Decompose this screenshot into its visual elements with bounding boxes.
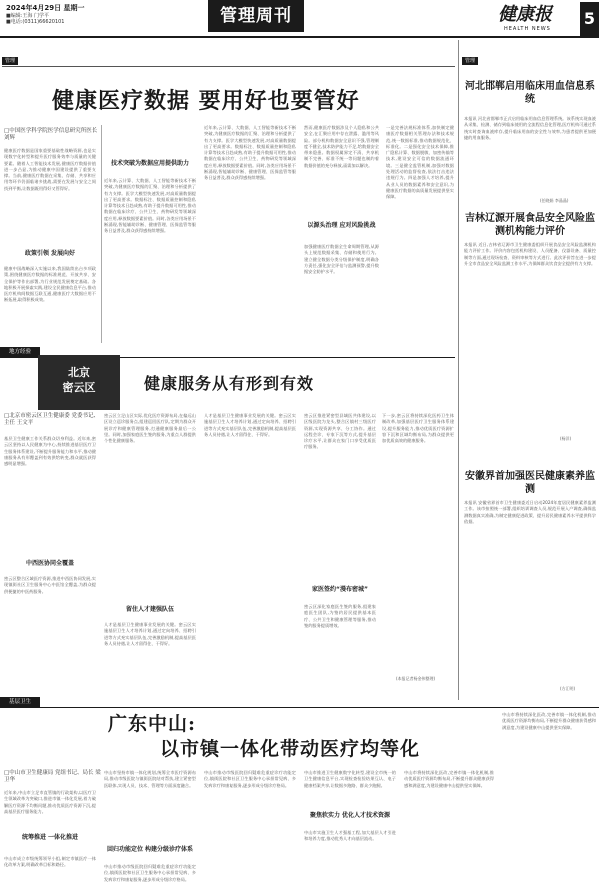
sidebar-story2-title: 吉林辽源开展食品安全风险监测机构能力评价: [465, 213, 595, 237]
top-headline: 健康医疗数据 要用好也要管好: [52, 88, 360, 114]
sidebar-story1-title: 河北邯郸启用临床用血信息系统: [465, 81, 595, 105]
sidebar-divider: [458, 40, 459, 700]
sidebar-story2-body: 本报讯 近日,吉林省辽源市卫生健康委组织开展食品安全风险监测机构能力评价工作。评价内容包括机构建设、人员配备、仪器设备、质量控制等方面,通过现场检查、资料审核等方式进行。此次评价旨在进一步提升全市食品安全风险监测工作水平,为保障群众饮食安全提供有力支撑。: [464, 242, 596, 266]
location-badge: [38, 355, 120, 410]
bottom-col1: 近年来,中山市立足市直管镇的行政架构,以医疗卫生领域改革为突破口,推进市镇一体化发展,着力破解医疗资源不均衡问题,推动优质医疗资源下沉,提高基层医疗服务能力。: [4, 790, 96, 814]
middle-credit: (本报记者杨金伟整理): [396, 676, 436, 681]
middle-col4: 密云区推进紧密型县域医共体建设,以区级医院为龙头,整合区镇村三级医疗资源,实现资源共享、分工协作。通过远程会诊、专家下沉等方式,提升基层诊疗水平,让群众在家门口享受优质医疗服务。: [304, 413, 376, 450]
top-col2: 近年来,云计算、大数据、人工智能等新技术不断突破,为健康医疗数据的汇聚、治理和分析提供了有力支撑。医学大模型快速发展,对高质量数据提出了更高要求。数据标注、数据质量控制和隐私计算等技术日趋成熟,有助于提升数据可用性,推动数据在临床诊疗、公共卫生、药物研发等领域深度应用,释放数据要素价值。同时,各类应用场景不断涌现,智能辅助诊断、健康管理、医保监管等服务日益普及,群众获得感持续增强。: [104, 178, 196, 234]
masthead-phone: ■电话:(0311)66620101: [6, 19, 65, 25]
bottom-subhead-2: 回归功能定位 构建分级诊疗体系: [106, 846, 194, 853]
top-quote: 以源头治理 应对风险挑战: [307, 222, 376, 229]
page-number: 5: [580, 2, 599, 36]
bottom-col5: 中山市将持续深化医改,完善市镇一体化机制,推动优质医疗资源均衡布局,不断提升群众健康获得感和满意度,为建设健康中山提供坚实保障。: [404, 770, 494, 788]
middle-col5: 下一步,密云区将持续深化医药卫生体制改革,加强基层医疗卫生服务体系建设,提升服务能力,推动优质医疗资源扩容下沉和区域均衡布局,为群众提供更加优质高效的健康服务。: [382, 413, 454, 444]
top-col1: 健康医疗数据是国家重要基础性战略资源,也是实现数字化转型和提升医疗服务效率与质量的关键要素。随着人工智能技术发展,健康医疗数据价值进一步凸显,为推动健康中国建设提供了重要支撑。当前,健康医疗数据在采集、存储、共享和应用等环节仍面临诸多挑战,需要在发展与安全之间找到平衡,让数据既用得好又管得好。: [4, 148, 96, 191]
middle-col3: 人才是基层卫生健康事业发展的关键。密云区实施基层卫生人才培养计划,通过定向培养、招聘引进等方式充实基层队伍,完善激励机制,提高基层医务人员待遇,让人才留得住、干得好。: [204, 413, 296, 437]
middle-col2: 密云区立足山区实际,优化医疗资源布局,在偏远山区设立巡诊服务点,组建巡回医疗队,定期为群众开展诊疗和健康管理服务,打通健康服务最后一公里。同时,加强家庭医生签约服务,为重点人群提供个性化健康服务。: [104, 413, 196, 444]
badge-line-2: 密云区: [62, 381, 96, 394]
bottom-rule: [0, 707, 599, 708]
middle-subhead-2: 留住人才建强队伍: [125, 606, 174, 613]
middle-byline: □北京市密云区卫生健康委 党委书记、主任 王文平: [4, 413, 99, 426]
middle-col2b: 人才是基层卫生健康事业发展的关键。密云区实施基层卫生人才培养计划,通过定向培养、招聘引进等方式充实基层队伍,完善激励机制,提高基层医务人员待遇,让人才留得住、干得好。: [104, 622, 196, 646]
middle-subhead-3: 家医签约“漫布密城”: [312, 586, 368, 593]
bottom-col1b: 中山市成立市级统筹领导小组,制定市镇医疗一体化改革方案,明确改革目标和路径。: [4, 856, 96, 868]
top-subhead-2: 技术突破为数据应用提供助力: [110, 160, 189, 167]
bottom-subhead-3: 聚焦软实力 优化人才技术资源: [309, 812, 391, 819]
paper-logo: 健康报: [498, 4, 552, 25]
middle-col4b: 密云区深化家庭医生签约服务,组建家庭医生团队,为签约居民提供基本医疗、公共卫生和健康管理等服务,推动签约服务提质增效。: [304, 604, 376, 628]
section-tag-grassroots: 基层卫生: [0, 697, 40, 707]
bottom-col6: 中山市将持续深化医改,完善市镇一体化机制,推动优质医疗资源均衡布局,不断提升群众健康获得感和满意度,为建设健康中山提供坚实保障。: [502, 712, 596, 730]
top-col2b: 近年来,云计算、大数据、人工智能等新技术不断突破,为健康医疗数据的汇聚、治理和分析提供了有力支撑。医学大模型快速发展,对高质量数据提出了更高要求。数据标注、数据质量控制和隐私计算等技术日趋成熟,有助于提升数据可用性,推动数据在临床诊疗、公共卫生、药物研发等领域深度应用,释放数据要素价值。同时,各类应用场景不断涌现,智能辅助诊断、健康管理、医保监管等服务日益普及,群众获得感持续增强。: [204, 125, 296, 181]
top-rule: [2, 66, 455, 67]
bottom-col2b: 中山市推动市级医院回归疑难危重症诊疗功能定位,镇街医院和社区卫生服务中心承担常见病、多发病诊疗和康复服务,逐步形成分级诊疗格局。: [104, 864, 196, 882]
bottom-subhead-1: 统筹推进 一体化推进: [21, 834, 79, 841]
badge-line-1: 北京: [68, 366, 90, 379]
sidebar-story3-title: 安徽界首加强医民健康素养监测: [465, 471, 595, 495]
sidebar-story1-credit: (任晓娟 李晶晶): [540, 198, 569, 203]
middle-subhead-1: 中西医协同全覆盖: [25, 560, 74, 567]
section-tag-local: 地方经验: [0, 347, 40, 357]
top-col1b: 健康中国战略深入实施以来,我国陆续出台多项政策,围绕健康医疗数据的标准规范、开放共享、安全保护等作出部署,为行业规范发展奠定基础。各地积极开展探索实践,建设全民健康信息平台,推动医疗机构间数据互联互通,健康医疗大数据应用不断拓展,取得积极成效。: [4, 266, 96, 303]
masthead-editor: ■编辑:王海 门学平: [6, 13, 49, 19]
top-col3: 然而,健康医疗数据涉及个人隐私和公共安全,在汇聚应用中存在泄露、滥用等风险。部分机构数据安全意识不强,管理制度不健全,技术防护能力不足,给数据安全带来隐患。数据权属界定不清、共享机制不完善、标准不统一等问题也制约着数据价值的充分释放,亟需加以解决。: [304, 125, 379, 168]
bottom-col4b: 中山市实施卫生人才强基工程,加大基层人才引进和培养力度,推动优秀人才向基层流动。: [304, 830, 396, 842]
bottom-byline: □中山市卫生健康局 党组书记、局长 梁卫华: [4, 770, 101, 783]
sidebar-story1-body: 本报讯 河北省邯郸市正式启用临床用血信息管理系统。该系统实现血液从采集、检测、储存到临床使用的全流程信息化管理,医疗机构可通过系统实时查询血液库存,提升临床用血的安全性与效率,为患者提供更加便捷的用血服务。: [464, 116, 596, 140]
section-title: 管理周刊: [208, 0, 304, 32]
masthead-rule: [0, 36, 599, 38]
sidebar-story3-body: 本报讯 安徽省界首市卫生健康委近日启动2024年度居民健康素养监测工作。该市按照统一部署,组织培训调查人员,规范开展入户调查,确保监测数据真实准确,为制定健康促进政策、提升居民健康素养水平提供科学依据。: [464, 500, 596, 524]
top-col4: 一是完善法规标准体系,加快制定健康医疗数据相关管理办法和技术规范,统一数据标准,推动数据规范化、标准化。二是强化安全技术保障,推广隐私计算、数据脱敏、加密传输等技术,建设安全可信的数据流通环境。三是健全监管机制,加强对数据处理活动的监督检查,依法打击违法违规行为。四是加强人才培养,提升从业人员的数据素养和安全意识,为健康医疗数据的高质量发展提供坚实保障。: [386, 125, 454, 200]
masthead-date: 2024年4月29日 星期一: [6, 4, 85, 12]
sidebar-story3-credit: (方汇明): [560, 686, 576, 691]
bottom-col2: 中山市坚持市镇一体化规划,统筹全市医疗资源布局,推动市级医院与镇街医院结对帮扶,建立紧密型医联体,实现人员、技术、管理等方面深度融合。: [104, 770, 196, 788]
sidebar-story2-credit: (杨洋): [560, 436, 572, 441]
sidebar-tag: 管理: [462, 57, 478, 65]
top-subhead-1: 政策引领 发展向好: [24, 250, 76, 257]
middle-headline: 健康服务从有形到有效: [144, 374, 315, 393]
col-divider: [101, 125, 102, 343]
section-tag-management: 管理: [2, 57, 18, 65]
paper-logo-en: HEALTH NEWS: [504, 26, 551, 32]
bottom-col3: 中山市推动市级医院回归疑难危重症诊疗功能定位,镇街医院和社区卫生服务中心承担常见病、多发病诊疗和康复服务,逐步形成分级诊疗格局。: [204, 770, 296, 788]
middle-col1b: 密云区整合区域医疗资源,推进中西医协同发展,实现镇街社区卫生服务中心中医馆全覆盖,为群众提供便捷的中医药服务。: [4, 576, 96, 594]
middle-col1: 基层卫生健康工作关系群众切身利益。近年来,密云区坚持以人民健康为中心,持续推进基层医疗卫生服务体系建设,不断提升服务能力和水平,推动健康服务从有形覆盖到有效供给转变,群众就医获得感明显增强。: [4, 436, 96, 467]
bottom-headline-line2: 以市镇一体化带动医疗均等化: [160, 738, 421, 760]
top-col3b: 加强健康医疗数据全生命周期管理,从源头上规范数据采集、存储和使用行为。建立健全数据分类分级保护制度,明确各方责任,强化安全评估与监测预警,提升数据安全防护水平。: [304, 244, 379, 275]
bottom-headline-line1: 广东中山:: [108, 713, 197, 735]
bottom-col4: 中山市推进卫生健康数字化转型,建设全市统一的卫生健康信息平台,实现检查检验结果互认、电子健康档案共享,让数据多跑路、群众少跑腿。: [304, 770, 396, 788]
top-byline: □中国医学科学院医学信息研究所医长 刘辉: [4, 128, 98, 141]
